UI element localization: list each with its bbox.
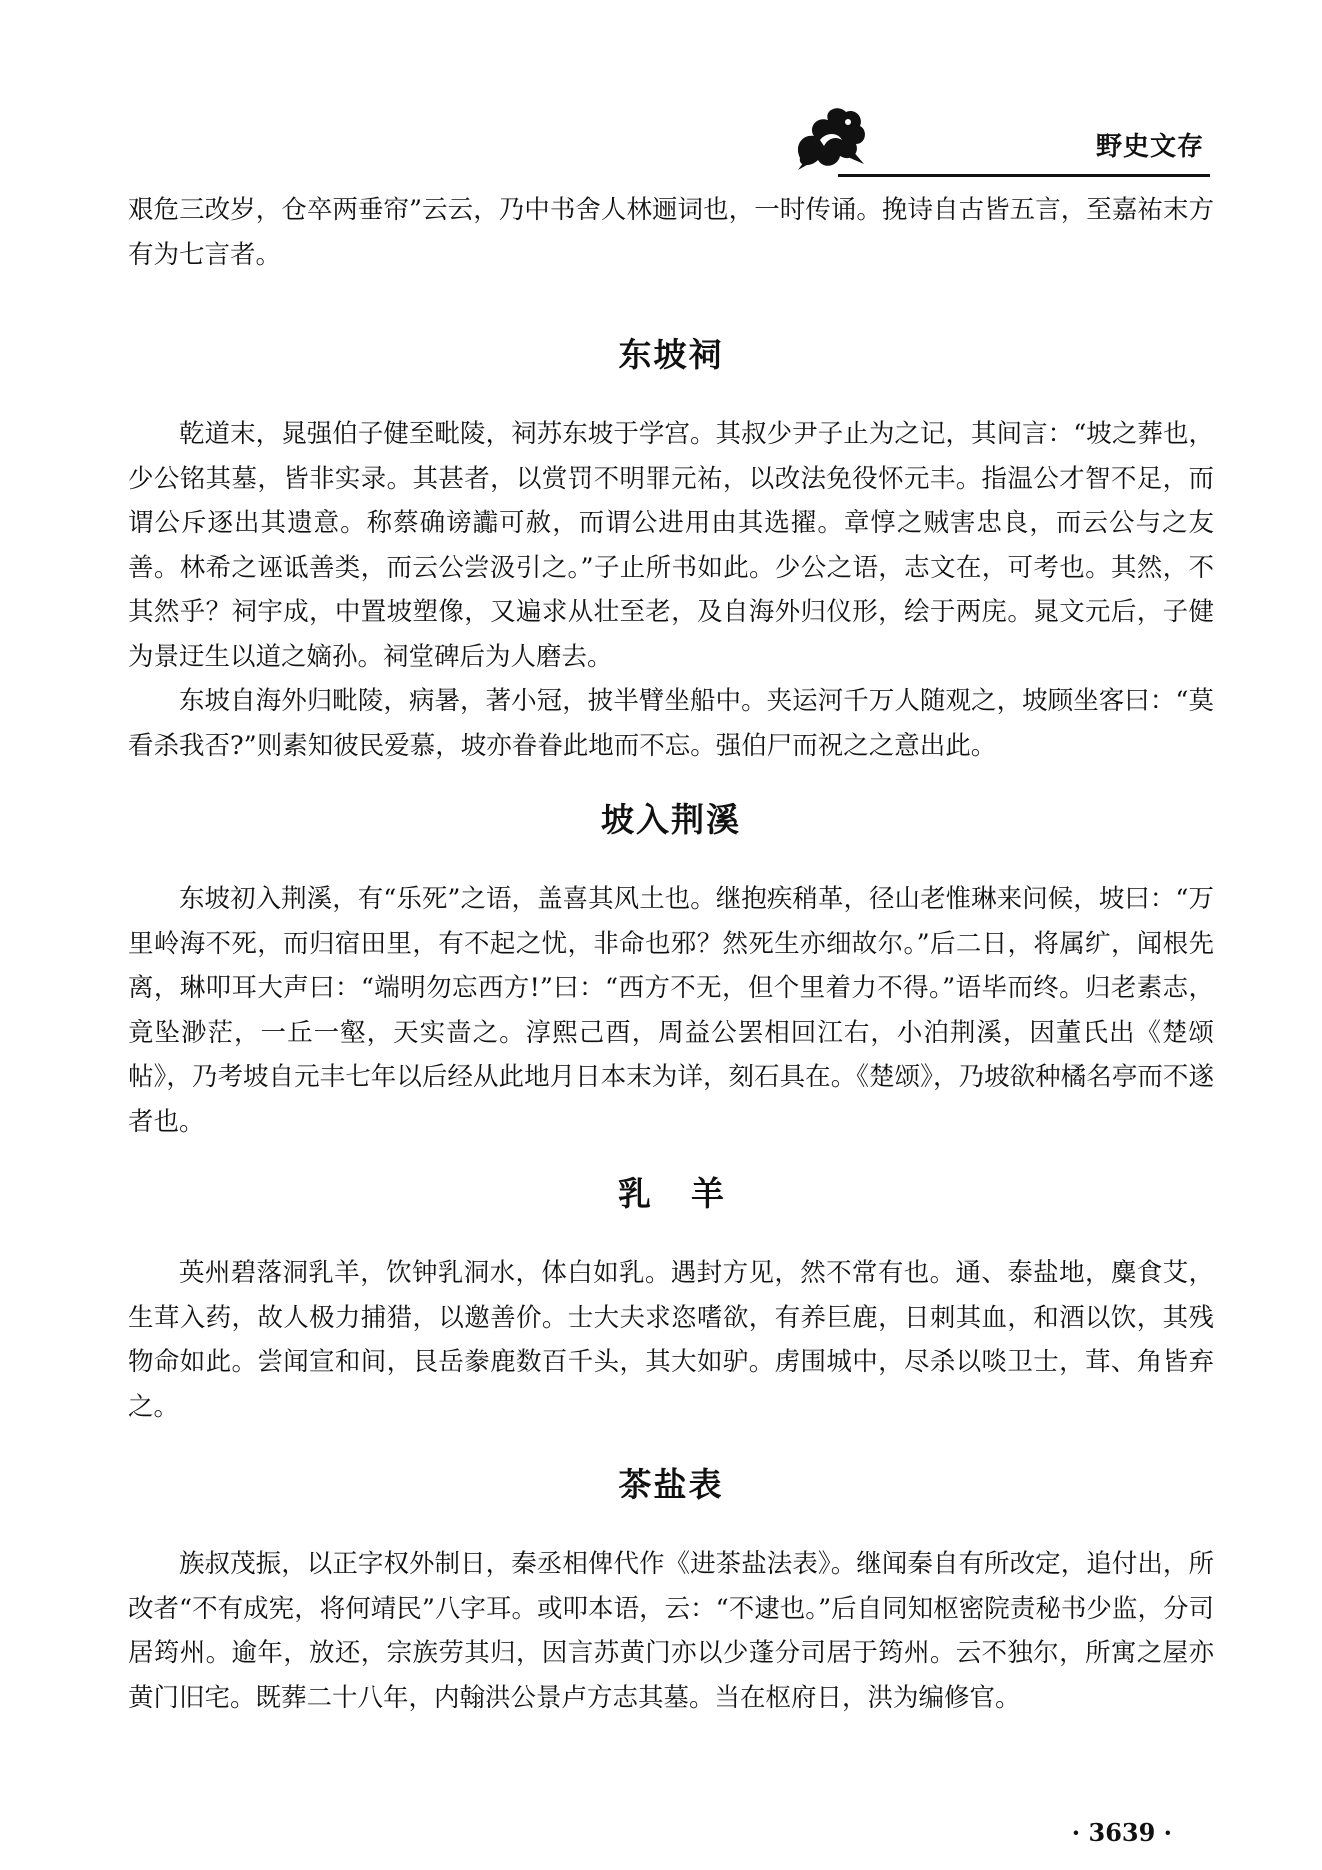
intro-paragraph: 艰危三改岁，仓卒两垂帘”云云，乃中书舍人林逦词也，一时传诵。挽诗自古皆五言，至嘉祐末方有为七言者。 [128,195,1214,270]
header-rule [838,174,1210,177]
section-paragraph: 东坡初入荆溪，有“乐死”之语，盖喜其风土也。继抱疾稍革，径山老惟琳来问候，坡曰：“万里岭海不死，而归宿田里，有不起之忧，非命也邪？然死生亦细故尔。”后二日，将属纩，闻根先离，琳叩耳大声曰：“端明勿忘西方!”曰：“西方不无，但个里着力不得。”语毕而终。归老素志，竟坠渺茫，一丘一壑，天实啬之。淳熙己酉，周益公罢相回江右，小泊荆溪，因董氏出《楚颂帖》，乃考坡自元丰七年以后经从此地月日本末为详，刻石具在。《楚颂》，乃坡欲种橘名亭而不遂者也。 [128,884,1214,1137]
section-title-cha-yan-biao: 茶盐表 [618,1465,724,1504]
dragon-logo-icon [790,100,870,176]
page-body [128,188,1214,1720]
section-paragraph: 乾道末，晁强伯子健至毗陵，祠苏东坡于学宫。其叔少尹子止为之记，其间言：“坡之葬也，少公铭其墓，皆非实录。其甚者，以赏罚不明罪元祐，以改法免役怀元丰。指温公才智不足，而谓公斥逐出其遗意。称蔡确谤讟可赦，而谓公进用由其选擢。章惇之贼害忠良，而云公与之友善。林希之诬诋善类，而云公尝汲引之。”子止所书如此。少公之语，志文在，可考也。其然，不其然乎？祠宇成，中置坡塑像，又遍求从壮至老，及自海外归仪形，绘于两庑。晁文元后，子健为景迂生以道之嫡孙。祠堂碑后为人磨去。 [128,419,1214,672]
section-title-dongpo-ci: 东坡祠 [618,335,724,374]
section-title-po-ru-jingxi: 坡入荆溪 [601,800,741,839]
section-title-ru-yang: 乳羊 [618,1174,764,1213]
section-paragraph: 英州碧落洞乳羊，饮钟乳洞水，体白如乳。遇封方见，然不常有也。通、泰盐地，麋食艾，生茸入药，故人极力捕猎，以邀善价。士大夫求恣嗜欲，有养巨鹿，日刺其血，和酒以饮，其残物命如此。尝闻宣和间，艮岳豢鹿数百千头，其大如驴。虏围城中，尽杀以啖卫士，茸、角皆弃之。 [128,1258,1214,1422]
page-number: · 3639 · [1071,1818,1172,1847]
section-paragraph: 族叔茂振，以正字权外制日，秦丞相俾代作《进茶盐法表》。继闻秦自有所改定，追付出，所改者“不有成宪，将何靖民”八字耳。或叩本语，云：“不逮也。”后自同知枢密院责秘书少监，分司居筠州。逾年，放还，宗族劳其归，因言苏黄门亦以少蓬分司居于筠州。云不独尔，所寓之屋亦黄门旧宅。既葬二十八年，内翰洪公景卢方志其墓。当在枢府日，洪为编修官。 [128,1549,1214,1713]
header-title: 野史文存 [1095,132,1204,162]
section-paragraph: 东坡自海外归毗陵，病暑，著小冠，披半臂坐船中。夹运河千万人随观之，坡顾坐客曰：“莫看杀我否?”则素知彼民爱慕，坡亦眷眷此地而不忘。强伯尸而祝之之意出此。 [128,686,1214,761]
running-header [790,100,1210,180]
